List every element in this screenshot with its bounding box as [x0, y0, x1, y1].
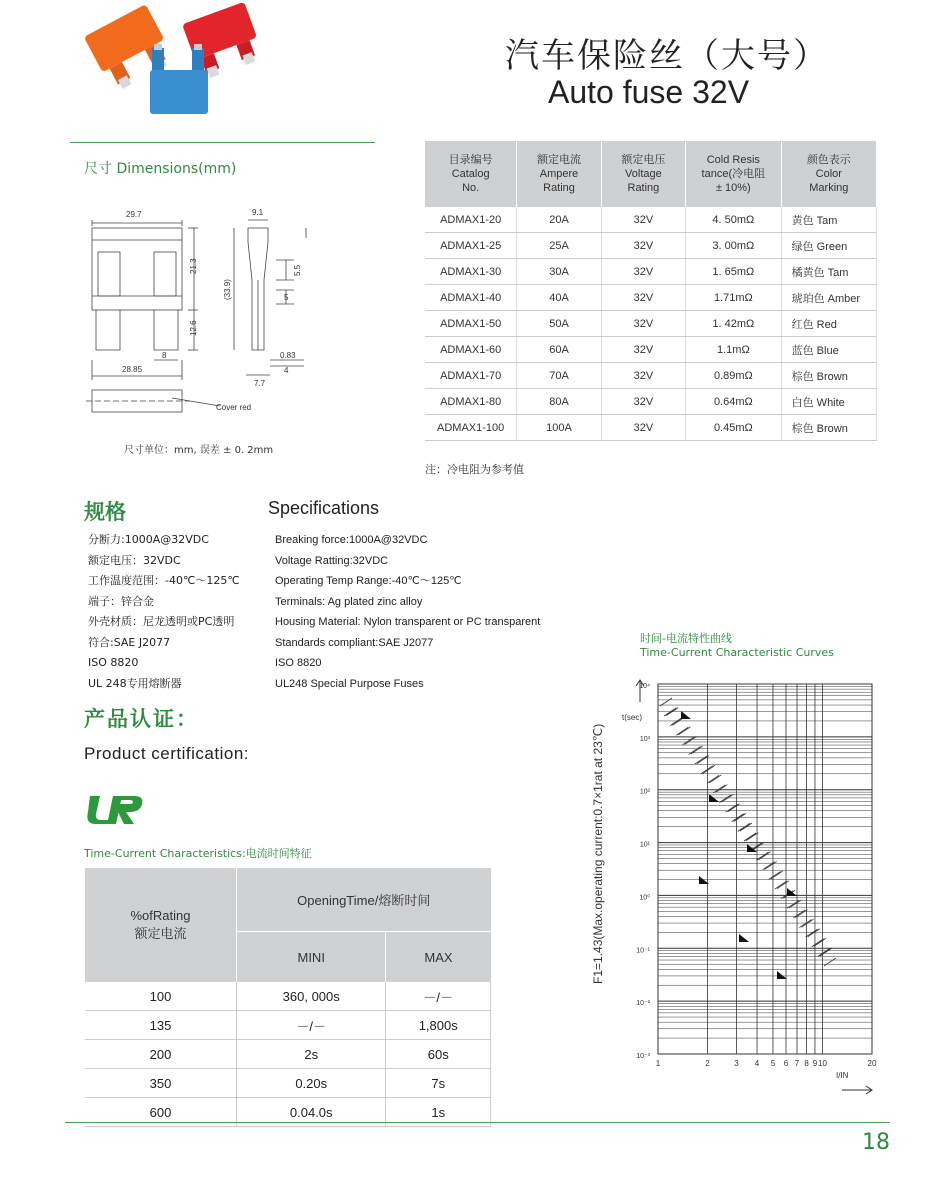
catalog-header-line: No.: [462, 182, 480, 194]
spec-item: UL248 Special Purpose Fuses: [275, 677, 424, 690]
catalog-cell: 32V: [601, 337, 685, 363]
catalog-cell: 60A: [517, 337, 601, 363]
curve-hatch: [799, 920, 811, 928]
spec-item: 工作温度范围：-40℃～125℃: [88, 574, 240, 587]
spec-item: Terminals: Ag plated zinc alloy: [275, 595, 423, 608]
curve-hatch: [777, 881, 789, 889]
curve-marker: [681, 711, 691, 719]
catalog-cell: 32V: [601, 233, 685, 259]
curve-hatch: [682, 737, 694, 745]
catalog-cell: 32V: [601, 389, 685, 415]
time-current-cell: －/－: [386, 982, 491, 1011]
catalog-column-header: [781, 141, 876, 207]
y-tick-label: 10⁰: [639, 894, 650, 902]
curve-hatch: [713, 785, 725, 793]
x-tick-label: 20: [867, 1059, 877, 1068]
curve-hatch: [664, 708, 676, 716]
y-tick-label: 10⁴: [639, 683, 650, 690]
spec-item: Voltage Ratting:32VDC: [275, 554, 389, 567]
catalog-cell: ADMAX1-70: [425, 363, 517, 389]
time-current-cell: 0.04.0s: [237, 1098, 386, 1127]
curve-hatch: [775, 881, 787, 889]
catalog-row: [425, 363, 877, 389]
catalog-cell: ADMAX1-80: [425, 389, 517, 415]
y-tick-label: 10²: [639, 788, 650, 796]
y-tick-label: 10⁻²: [636, 1000, 650, 1008]
time-current-row: [85, 1011, 491, 1040]
catalog-header-line: Color: [815, 168, 842, 180]
time-current-table: [85, 868, 491, 1127]
curve-hatch: [707, 775, 719, 783]
dim-label: 12.6: [189, 320, 198, 336]
catalog-header-line: Rating: [543, 182, 575, 194]
x-axis-label: I/IN: [836, 1071, 849, 1080]
rating-header: [85, 868, 237, 982]
catalog-column-header: [601, 141, 685, 207]
catalog-cell: 4. 50mΩ: [686, 207, 782, 233]
curve-hatch: [732, 814, 744, 822]
curve-hatch: [701, 766, 713, 774]
spec-item: ISO 8820: [88, 656, 139, 669]
catalog-cell: 100A: [517, 415, 601, 441]
curve-hatch: [812, 939, 824, 947]
dimension-drawing: [80, 200, 380, 430]
time-current-cell: 2s: [237, 1040, 386, 1069]
catalog-header-line: ± 10%): [715, 182, 751, 194]
catalog-cell: 30A: [517, 259, 601, 285]
certification-title-en: Product certification:: [84, 744, 250, 763]
time-current-cell: 60s: [386, 1040, 491, 1069]
specs-title-en: Specifications: [268, 498, 380, 518]
dim-label: 29.7: [126, 210, 142, 219]
catalog-cell: 50A: [517, 311, 601, 337]
catalog-cell: 绿色 Green: [781, 233, 876, 259]
divider: [70, 142, 375, 143]
catalog-row: [425, 233, 877, 259]
catalog-header-line: 目录编号: [448, 154, 493, 166]
catalog-cell: 0.89mΩ: [686, 363, 782, 389]
blue-fuse-icon: [150, 44, 208, 114]
dim-label: 5.5: [293, 264, 302, 276]
curve-marker: [739, 934, 749, 942]
catalog-column-header: [425, 141, 517, 207]
spec-item: 符合:SAE J2077: [88, 635, 171, 649]
time-current-cell: 135: [85, 1011, 237, 1040]
time-current-cell: －/－: [237, 1011, 386, 1040]
catalog-cell: 70A: [517, 363, 601, 389]
time-current-cell: 0.20s: [237, 1069, 386, 1098]
catalog-cell: 橘黄色 Tam: [781, 259, 876, 285]
catalog-cell: ADMAX1-60: [425, 337, 517, 363]
catalog-cell: 红色 Red: [781, 311, 876, 337]
time-current-curve-chart: [580, 672, 890, 1102]
catalog-cell: 80A: [517, 389, 601, 415]
page-title-en: Auto fuse 32V: [548, 74, 750, 110]
dimensions-note: 尺寸单位：mm, 误差 ± 0. 2mm: [124, 445, 274, 456]
catalog-cell: 32V: [601, 415, 685, 441]
page-number: 18: [862, 1130, 890, 1155]
catalog-header-line: Cold Resis: [706, 154, 760, 166]
x-tick-label: 10: [818, 1059, 827, 1068]
curve-title-en: Time-Current Characteristic Curves: [640, 646, 834, 659]
spec-item: 端子：锌合金: [88, 594, 154, 608]
curve-hatch: [744, 833, 756, 841]
dim-label: 9.1: [252, 208, 264, 217]
dim-label: Cover red: [216, 403, 252, 412]
curve-hatch: [765, 861, 777, 869]
catalog-cell: ADMAX1-40: [425, 285, 517, 311]
catalog-row: [425, 285, 877, 311]
curve-hatch: [769, 871, 781, 879]
catalog-cell: 1.1mΩ: [686, 337, 782, 363]
catalog-cell: 1. 65mΩ: [686, 259, 782, 285]
curve-hatch: [678, 727, 690, 735]
y-tick-label: 10⁻¹: [636, 947, 650, 955]
time-current-row: [85, 982, 491, 1011]
time-current-row: [85, 1040, 491, 1069]
curve-hatch: [738, 823, 750, 831]
catalog-cell: 32V: [601, 363, 685, 389]
catalog-header-line: Catalog: [451, 168, 490, 180]
catalog-row: [425, 389, 877, 415]
curve-marker: [787, 888, 797, 896]
catalog-header-line: 颜色表示: [806, 154, 851, 166]
dim-label: (33.9): [223, 279, 232, 300]
catalog-cell: 32V: [601, 259, 685, 285]
catalog-cell: 32V: [601, 207, 685, 233]
y-tick-label: 10¹: [639, 841, 650, 849]
curve-hatch: [676, 727, 688, 735]
catalog-header-line: Voltage: [625, 168, 662, 180]
x-tick-label: 5: [770, 1059, 776, 1068]
catalog-cell: 40A: [517, 285, 601, 311]
y-axis-label: F1=1.43(Max.operating current:0.7×1rat at 23℃): [591, 723, 605, 984]
x-tick-label: 7: [794, 1059, 800, 1068]
catalog-header-line: 额定电流: [537, 154, 582, 166]
curve-hatch: [695, 756, 707, 764]
curve-hatch: [814, 938, 826, 946]
catalog-cell: 32V: [601, 285, 685, 311]
dimensions-title: 尺寸 Dimensions(mm): [84, 161, 237, 177]
fuse-product-image: [70, 0, 280, 120]
catalog-note: 注：冷电阻为参考值: [425, 463, 524, 476]
curve-hatch: [818, 948, 830, 956]
catalog-cell: ADMAX1-50: [425, 311, 517, 337]
catalog-row: [425, 259, 877, 285]
y-tick-label: 10⁻³: [636, 1053, 650, 1060]
spec-item: 分断力:1000A@32VDC: [88, 533, 209, 546]
catalog-row: [425, 337, 877, 363]
dim-label: 0.83: [280, 351, 296, 360]
dim-label: 8: [162, 351, 167, 360]
curve-hatch: [715, 785, 727, 793]
specs-title-zh: 规格: [84, 500, 126, 524]
catalog-cell: 1. 42mΩ: [686, 311, 782, 337]
rating-header-en: %ofRating: [130, 908, 191, 923]
catalog-header-line: Rating: [627, 182, 660, 194]
catalog-cell: 白色 White: [781, 389, 876, 415]
curve-hatch: [771, 871, 783, 879]
x-tick-label: 2: [705, 1059, 710, 1068]
time-current-cell: 100: [85, 982, 237, 1011]
curve-hatch: [752, 842, 764, 850]
catalog-header-row: [425, 141, 877, 207]
catalog-row: [425, 311, 877, 337]
x-tick-label: 1: [655, 1059, 661, 1068]
curve-hatch: [689, 746, 701, 754]
time-current-cell: 200: [85, 1040, 237, 1069]
spec-item: 外壳材质：尼龙透明或PC透明: [88, 615, 235, 628]
spec-item: Breaking force:1000A@32VDC: [275, 534, 428, 546]
spec-item: UL 248专用熔断器: [88, 676, 182, 690]
catalog-cell: 3. 00mΩ: [686, 233, 782, 259]
catalog-cell: 0.64mΩ: [686, 389, 782, 415]
curve-hatch: [722, 794, 734, 802]
time-current-table-title: Time-Current Characteristics:电流时间特征: [84, 847, 312, 860]
catalog-column-header: [517, 141, 601, 207]
catalog-cell: 32V: [601, 311, 685, 337]
dim-label: 28.85: [122, 365, 143, 374]
curve-hatch: [740, 823, 752, 831]
curve-hatch: [685, 736, 697, 744]
catalog-cell: ADMAX1-30: [425, 259, 517, 285]
catalog-column-header: [686, 141, 782, 207]
ul-recognized-logo: [86, 790, 146, 830]
catalog-cell: 黄色 Tam: [781, 207, 876, 233]
curve-title: [640, 632, 834, 660]
time-current-row: [85, 1069, 491, 1098]
x-tick-label: 6: [783, 1059, 789, 1068]
time-current-cell: 350: [85, 1069, 237, 1098]
mini-header: MINI: [237, 932, 386, 983]
catalog-table: [425, 141, 877, 441]
curve-hatch: [746, 833, 758, 841]
catalog-header-line: Ampere: [539, 168, 579, 180]
curve-hatch: [670, 718, 682, 726]
y-tick-label: 10³: [639, 735, 650, 743]
x-tick-label: 8: [804, 1059, 809, 1068]
max-header: MAX: [386, 932, 491, 983]
dim-label: 21.3: [189, 258, 198, 274]
dim-label: 4: [284, 366, 289, 375]
catalog-cell: ADMAX1-100: [425, 415, 517, 441]
catalog-cell: 20A: [517, 207, 601, 233]
catalog-cell: 棕色 Brown: [781, 363, 876, 389]
catalog-cell: ADMAX1-25: [425, 233, 517, 259]
curve-hatch: [820, 948, 832, 956]
catalog-header-line: 额定电压: [621, 154, 666, 166]
catalog-row: [425, 207, 877, 233]
specs-list-en: [275, 530, 540, 694]
catalog-cell: ADMAX1-20: [425, 207, 517, 233]
x-tick-label: 9: [812, 1059, 818, 1068]
curve-hatch: [806, 929, 818, 937]
rating-header-zh: 额定电流: [134, 926, 187, 941]
certification-title-zh: 产品认证：: [84, 707, 199, 731]
catalog-row: [425, 415, 877, 441]
curve-hatch: [709, 775, 721, 783]
spec-item: 额定电压：32VDC: [88, 553, 181, 567]
spec-item: Housing Material: Nylon transparent or PC transparent: [275, 616, 541, 628]
dim-label: 5: [284, 293, 289, 302]
x-tick-label: 3: [734, 1059, 739, 1068]
specs-list-zh: [88, 530, 240, 694]
x-tick-label: 4: [754, 1059, 760, 1068]
curve-hatch: [808, 929, 820, 937]
catalog-cell: 棕色 Brown: [781, 415, 876, 441]
catalog-cell: 琥珀色 Amber: [781, 285, 876, 311]
catalog-cell: 1.71mΩ: [686, 285, 782, 311]
curve-hatch: [824, 958, 836, 966]
spec-item: Standards compliant:SAE J2077: [275, 636, 434, 649]
catalog-header-line: Marking: [809, 182, 849, 194]
curve-title-zh: 时间-电流特性曲线: [640, 632, 732, 645]
x-arrow-icon: [842, 1086, 872, 1094]
page-title-zh: 汽车保险丝（大号）: [505, 36, 829, 76]
dim-label: 7.7: [254, 379, 266, 388]
spec-item: Operating Temp Range:-40℃～125℃: [275, 575, 462, 587]
time-current-cell: 7s: [386, 1069, 491, 1098]
time-current-cell: 360, 000s: [237, 982, 386, 1011]
y-arrow-icon: [636, 680, 644, 702]
curve-hatch: [703, 765, 715, 773]
catalog-header-line: tance(冷电阻: [701, 168, 766, 180]
curve-hatch: [756, 852, 768, 860]
opening-time-header: OpeningTime/熔断时间: [237, 868, 491, 932]
time-current-cell: 1,800s: [386, 1011, 491, 1040]
time-current-cell: 600: [85, 1098, 237, 1127]
spec-item: ISO 8820: [275, 657, 322, 669]
catalog-cell: 0.45mΩ: [686, 415, 782, 441]
catalog-cell: 蓝色 Blue: [781, 337, 876, 363]
ul-logo-text: UR: [86, 790, 88, 791]
catalog-cell: 25A: [517, 233, 601, 259]
y-unit-label: t(sec): [622, 713, 642, 722]
footer-rule: [65, 1122, 890, 1123]
curve-hatch: [789, 900, 801, 908]
curve-marker: [777, 971, 787, 979]
time-current-cell: 1s: [386, 1098, 491, 1127]
